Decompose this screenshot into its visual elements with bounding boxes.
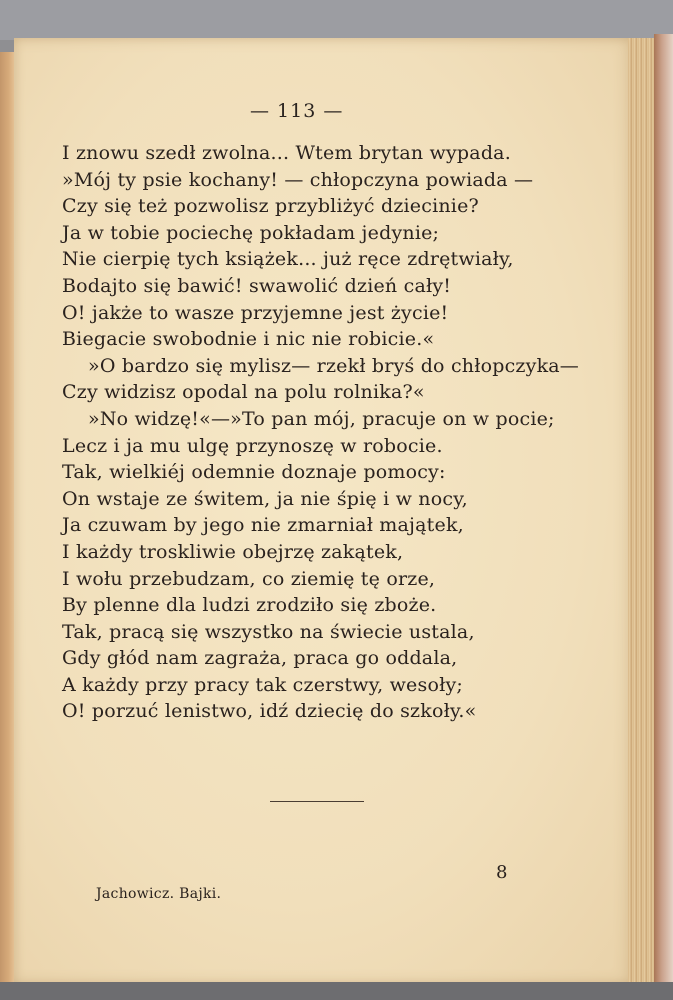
scan-background-bottom (0, 982, 673, 1000)
poem-text (62, 140, 622, 725)
poem-line: »No widzę!«—»To pan mój, pracuje on w pocie; (88, 407, 555, 430)
signature-mark: 8 (496, 862, 508, 883)
book-cover-right (654, 34, 673, 984)
poem-line: O! porzuć lenistwo, idź dziecię do szkoły.« (62, 700, 477, 723)
scan-background-top (0, 0, 673, 40)
poem-line: I znowu szedł zwolna... Wtem brytan wypada. (62, 142, 511, 164)
end-divider-rule (270, 801, 364, 802)
poem-line: Tak, pracą się wszystko na świecie ustala, (62, 620, 475, 643)
poem-line: On wstaje ze świtem, ja nie śpię i w nocy, (62, 487, 468, 510)
poem-line: I każdy troskliwie obejrzę zakątek, (62, 540, 404, 563)
poem-line: »Mój ty psie kochany! — chłopczyna powiada — (62, 168, 534, 191)
poem-line: Lecz i ja mu ulgę przynoszę w robocie. (62, 434, 443, 457)
page-number: — 113 — (250, 100, 344, 122)
poem-line: Czy się też pozwolisz przybliżyć dziecinie? (62, 195, 479, 218)
page-edges (628, 38, 656, 982)
poem-line: By plenne dla ludzi zrodziło się zboże. (62, 594, 437, 617)
poem-line: Biegacie swobodnie i nic nie robicie.« (62, 328, 435, 351)
poem-line: Czy widzisz opodal na polu rolnika?« (62, 381, 425, 404)
poem-line: Nie cierpię tych książek... już ręce zdrętwiały, (62, 248, 514, 271)
poem-line: Ja w tobie pociechę pokładam jedynie; (62, 221, 440, 244)
poem-line: I wołu przebudzam, co ziemię tę orze, (62, 567, 436, 590)
poem-line: »O bardzo się mylisz— rzekł bryś do chłopczyka— (88, 354, 580, 377)
poem-line: O! jakże to wasze przyjemne jest życie! (62, 301, 449, 324)
poem-line: A każdy przy pracy tak czerstwy, wesoły; (62, 673, 463, 696)
poem-line: Ja czuwam by jego nie zmarniał majątek, (62, 514, 464, 537)
footer-note: Jachowicz. Bajki. (96, 886, 222, 902)
poem-line: Bodajto się bawić! swawolić dzień cały! (62, 274, 452, 297)
poem-line: Tak, wielkiéj odemnie doznaje pomocy: (62, 461, 446, 484)
poem-line: Gdy głód nam zagraża, praca go oddala, (62, 647, 458, 670)
